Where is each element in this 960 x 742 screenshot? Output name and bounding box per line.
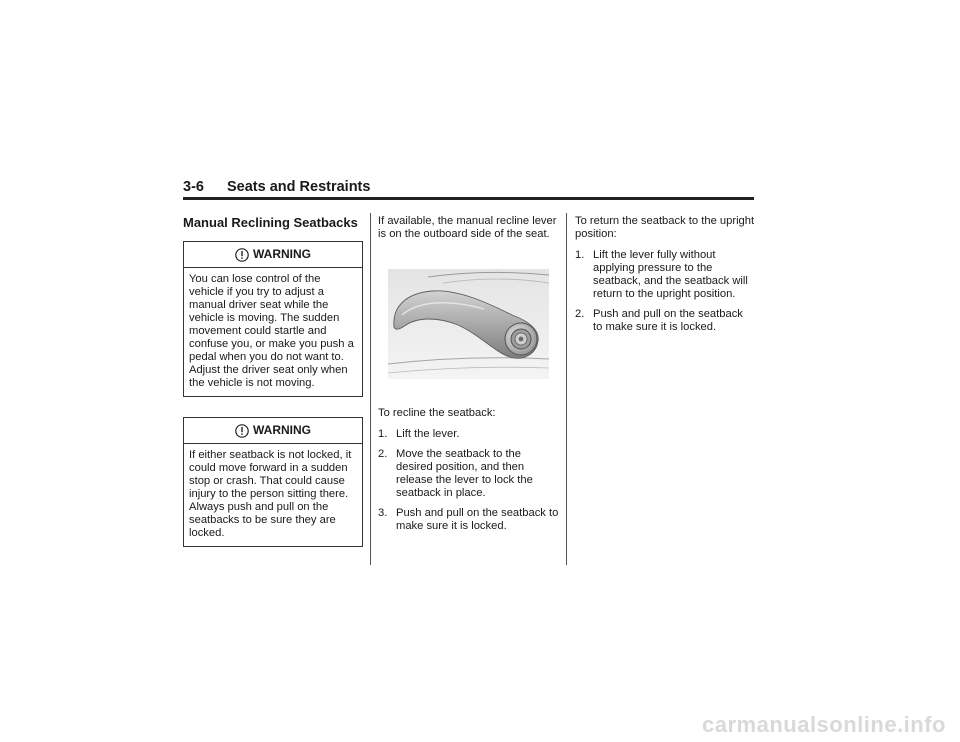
watermark: carmanualsonline.info xyxy=(702,712,946,737)
column-divider xyxy=(370,213,371,565)
intro-paragraph: If available, the manual recline lever is on the outboard side of the seat. xyxy=(378,215,557,240)
warning-text: If either seatback is not locked, it could move forward in a sudden stop or crash. That could cause injury to the person sitting there. Always push and pull on the seatbacks to be sure they are locked. xyxy=(189,449,352,539)
column-divider xyxy=(566,213,567,565)
upright-steps xyxy=(575,249,755,334)
recline-steps xyxy=(378,428,560,533)
page-header xyxy=(183,179,754,200)
intro-paragraph: To return the seatback to the upright position: xyxy=(575,215,755,240)
list-item: 1. Lift the lever fully without applying pressure to the seatback, and the seatback will return to the upright position. xyxy=(575,249,748,300)
warning-box xyxy=(183,241,363,397)
recline-lever-illustration xyxy=(388,269,549,379)
warning-header xyxy=(184,418,362,444)
section-title: Seats and Restraints xyxy=(227,179,371,195)
warning-icon xyxy=(235,248,249,262)
column-right xyxy=(575,215,755,341)
warning-text: You can lose control of the vehicle if you try to adjust a manual driver seat while the vehicle is moving. The sudden movement could startle and confuse you, or make you push a pedal when you do not want to. Adjust the driver seat only when the vehicle is not moving. xyxy=(189,273,354,389)
warning-label: WARNING xyxy=(253,247,311,261)
steps-intro: To recline the seatback: xyxy=(378,407,496,419)
list-item: 3. Push and pull on the seatback to make sure it is locked. xyxy=(378,507,559,532)
list-item: 2. Move the seatback to the desired position, and then release the lever to lock the seatback in place. xyxy=(378,448,533,499)
section-heading: Manual Reclining Seatbacks xyxy=(183,215,358,230)
list-item: 2. Push and pull on the seatback to make sure it is locked. xyxy=(575,308,743,333)
warning-icon xyxy=(235,424,249,438)
warning-label: WARNING xyxy=(253,423,311,437)
column-middle xyxy=(378,215,560,540)
warning-box xyxy=(183,417,363,547)
warning-header xyxy=(184,242,362,268)
page-number: 3-6 xyxy=(183,179,204,195)
column-left xyxy=(183,215,362,547)
list-item: 1. Lift the lever. xyxy=(378,428,460,440)
